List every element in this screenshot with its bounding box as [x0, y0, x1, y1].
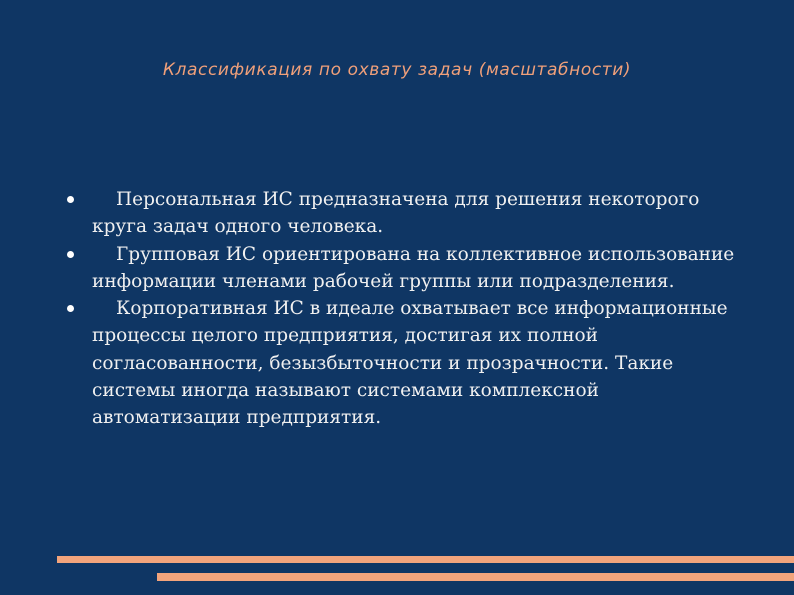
list-item-text: Корпоративная ИС в идеале охватывает все информационные процессы целого предприятия, достигая их полной согласованности, безызбыточности и прозрачности. Такие системы иногда называют системами комплексной автоматизации предприятия.: [92, 298, 728, 429]
decorative-bar-top: [57, 556, 794, 563]
list-item-group-is: [66, 241, 746, 296]
list-item-personal-is: [66, 186, 746, 241]
bullet-dot-icon: [67, 196, 74, 203]
list-item-text: Персональная ИС предназначена для решения некоторого круга задач одного человека.: [92, 189, 700, 238]
bullet-list: [66, 186, 746, 432]
list-item-text: Групповая ИС ориентирована на коллективное использование информации членами рабочей группы или подразделения.: [92, 243, 735, 292]
slide-title: Классификация по охвату задач (масштабности): [162, 60, 632, 80]
bullet-dot-icon: [67, 251, 74, 258]
bullet-dot-icon: [67, 305, 74, 312]
list-item-corporate-is: [66, 295, 746, 431]
decorative-bar-bottom: [157, 573, 794, 581]
